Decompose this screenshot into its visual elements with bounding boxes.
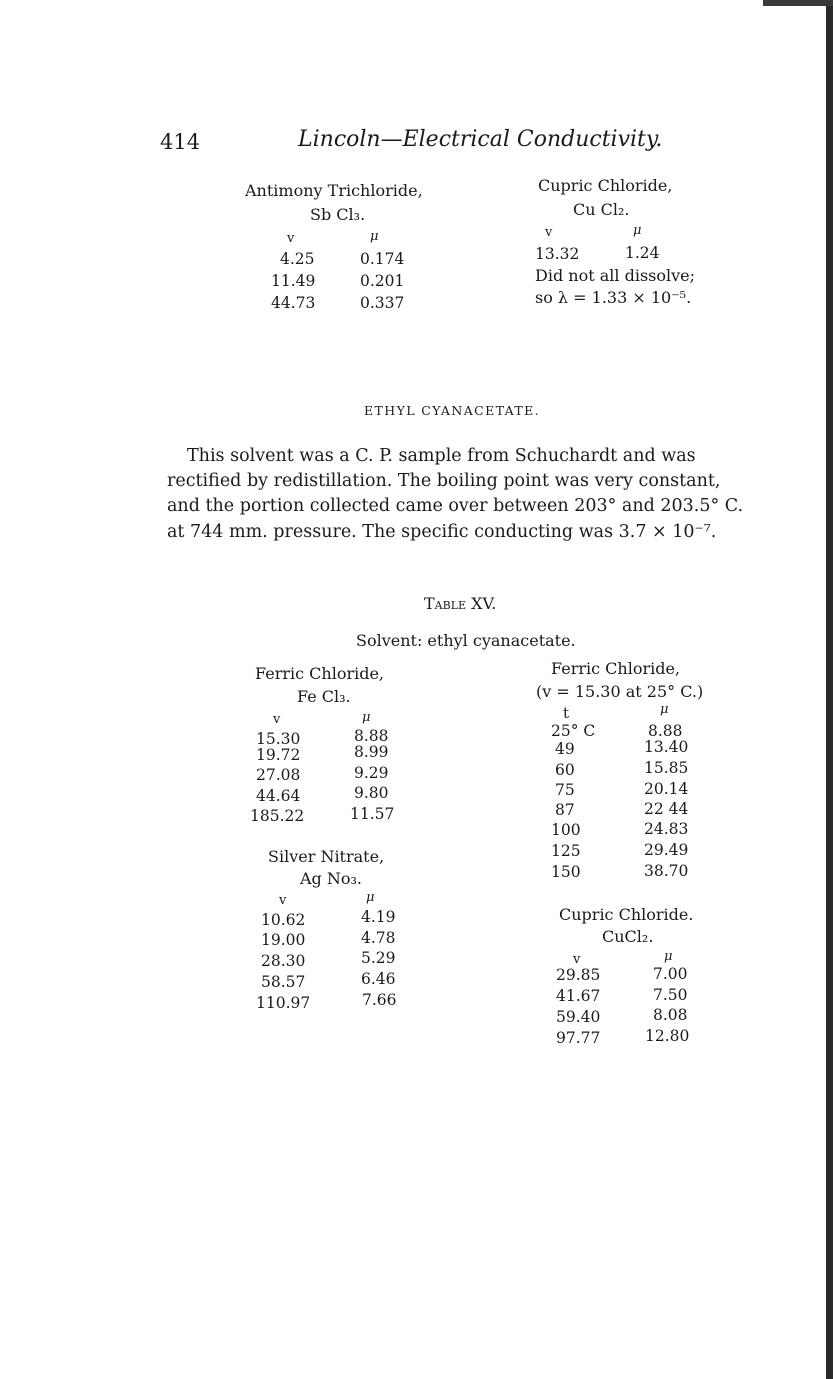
cell-v: 19.00: [261, 931, 306, 949]
cell-v: 27.08: [256, 766, 301, 784]
table-name: Ferric Chloride,: [551, 659, 681, 678]
cell-mu: 22 44: [644, 800, 689, 818]
cell-mu: 0.174: [360, 250, 405, 268]
cell-mu: 20.14: [644, 780, 689, 798]
cell-mu: 0.201: [360, 272, 405, 290]
table-title: Table XV.: [424, 594, 497, 613]
column-header-v: v: [573, 952, 581, 967]
table-name: Silver Nitrate,: [268, 847, 385, 866]
cell-mu: 7.50: [653, 986, 688, 1004]
cell-mu: 11.57: [350, 805, 395, 823]
column-header-v: v: [273, 712, 281, 727]
column-header-mu: μ: [362, 710, 371, 725]
paragraph-line: rectified by redistillation. The boiling point was very constant,: [167, 471, 721, 491]
cell-mu: 0.337: [360, 294, 405, 312]
cell-v: 10.62: [261, 911, 306, 929]
section-heading: ETHYL CYANACETATE.: [364, 403, 541, 418]
cell-t: 75: [555, 781, 575, 799]
cell-mu: 5.29: [361, 949, 396, 967]
cell-v: 44.73: [271, 294, 316, 312]
column-header-mu: μ: [366, 890, 375, 905]
table-formula: Fe Cl₃.: [297, 687, 351, 706]
column-header-mu: μ: [664, 949, 673, 964]
paragraph-line: This solvent was a C. P. sample from Schuchardt and was: [187, 446, 696, 466]
column-header-mu: μ: [370, 229, 379, 244]
solvent-line: Solvent: ethyl cyanacetate.: [356, 631, 576, 650]
cell-v: 58.57: [261, 973, 306, 991]
cell-mu: 8.08: [653, 1006, 688, 1024]
cell-mu: 4.19: [361, 908, 396, 926]
cell-v: 29.85: [556, 966, 601, 984]
table-formula: CuCl₂.: [602, 927, 654, 946]
column-header-mu: μ: [633, 223, 642, 238]
cell-v: 11.49: [271, 272, 316, 290]
cell-mu: 12.80: [645, 1027, 690, 1045]
column-header-v: v: [279, 893, 287, 908]
cell-v: 44.64: [256, 787, 301, 805]
note: Did not all dissolve;: [535, 266, 696, 285]
column-header-v: v: [545, 225, 553, 240]
cell-mu: 9.80: [354, 784, 389, 802]
cell-t: 87: [555, 801, 575, 819]
cell-t: 125: [551, 842, 581, 860]
column-header-v: v: [287, 231, 295, 246]
paragraph-line: at 744 mm. pressure. The specific conducting was 3.7 × 10⁻⁷.: [167, 522, 717, 542]
column-header-t: t: [563, 704, 570, 722]
table-name: Ferric Chloride,: [255, 664, 385, 683]
cell-mu: 4.78: [361, 929, 396, 947]
cell-v: 41.67: [556, 987, 601, 1005]
cell-mu: 6.46: [361, 970, 396, 988]
cell-v: 185.22: [250, 807, 305, 825]
cell-t: 60: [555, 761, 575, 779]
cell-v: 15.30: [256, 730, 301, 748]
cell-mu: 7.00: [653, 965, 688, 983]
running-title: Lincoln—Electrical Conductivity.: [298, 127, 663, 152]
table-formula: Cu Cl₂.: [573, 200, 630, 219]
cell-mu: 7.66: [362, 991, 397, 1009]
cell-t: 25° C: [551, 722, 596, 740]
cell-mu: 8.88: [354, 727, 389, 745]
cell-mu: 1.24: [625, 244, 660, 262]
cell-mu: 13.40: [644, 738, 689, 756]
column-header-mu: μ: [660, 702, 669, 717]
cell-v: 59.40: [556, 1008, 601, 1026]
cell-mu: 38.70: [644, 862, 689, 880]
cell-mu: 15.85: [644, 759, 689, 777]
table-name: Antimony Trichloride,: [245, 181, 423, 200]
scan-edge-shadow: [826, 0, 833, 1379]
page-number: 414: [160, 130, 201, 154]
note: so λ = 1.33 × 10⁻⁵.: [535, 288, 692, 307]
cell-t: 49: [555, 740, 575, 758]
cell-mu: 8.99: [354, 743, 389, 761]
table-formula: Sb Cl₃.: [310, 205, 366, 224]
cell-v: 97.77: [556, 1029, 601, 1047]
cell-t: 100: [551, 821, 581, 839]
table-condition: (v = 15.30 at 25° C.): [536, 682, 704, 701]
cell-v: 19.72: [256, 746, 301, 764]
cell-mu: 8.88: [648, 722, 683, 740]
table-formula: Ag No₃.: [300, 869, 363, 888]
paragraph-line: and the portion collected came over between 203° and 203.5° C.: [167, 496, 744, 516]
cell-t: 150: [551, 863, 581, 881]
cell-mu: 29.49: [644, 841, 689, 859]
cell-mu: 24.83: [644, 820, 689, 838]
cell-v: 28.30: [261, 952, 306, 970]
cell-v: 13.32: [535, 245, 580, 263]
cell-mu: 9.29: [354, 764, 389, 782]
cell-v: 4.25: [280, 250, 315, 268]
scan-corner-shadow: [763, 0, 833, 6]
cell-v: 110.97: [256, 994, 311, 1012]
table-name: Cupric Chloride.: [559, 905, 694, 924]
table-name: Cupric Chloride,: [538, 176, 673, 195]
